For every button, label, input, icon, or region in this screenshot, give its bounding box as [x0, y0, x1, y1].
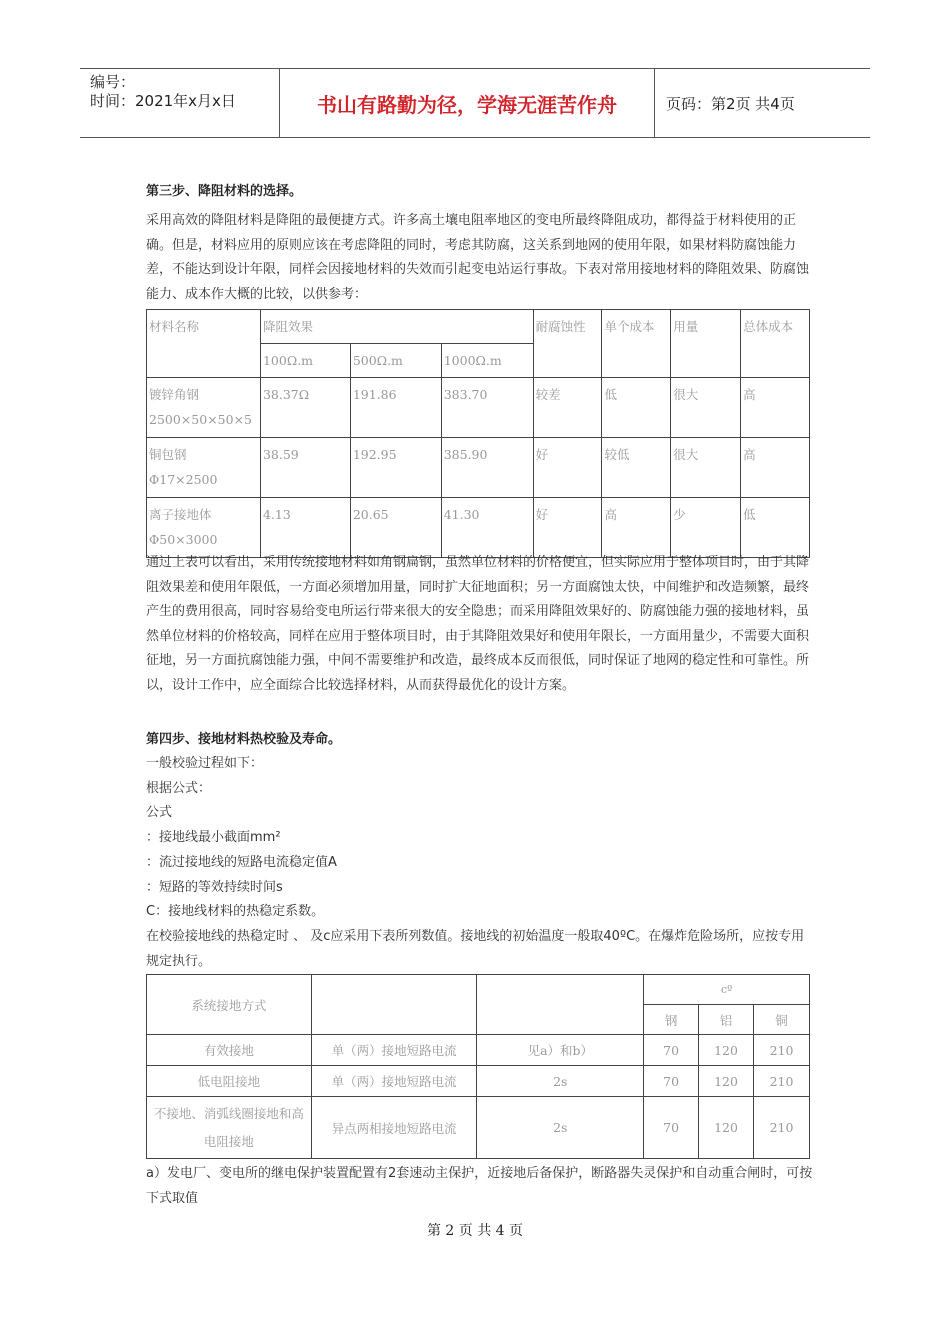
line: 根据公式： — [146, 780, 212, 796]
section3-title: 第三步、降阻材料的选择。 — [146, 184, 303, 199]
time-label: 时间：2021年x月x日 — [90, 92, 236, 110]
th-name: 材料名称 — [147, 310, 261, 378]
th-unitcost: 单个成本 — [602, 310, 671, 378]
th-totalcost: 总体成本 — [741, 310, 810, 378]
th-sub-1000: 1000Ω.m — [441, 344, 533, 378]
th-sub-100: 100Ω.m — [260, 344, 350, 378]
table-row: 低电阻接地 单（两）接地短路电流 2s 70 120 210 — [147, 1066, 810, 1097]
th-effect: 降阻效果 — [260, 310, 533, 344]
section4-body — [146, 752, 816, 974]
line: 一般校验过程如下： — [146, 756, 264, 771]
th-method: 系统接地方式 — [147, 975, 312, 1035]
section4-title: 第四步、接地材料热校验及寿命。 — [146, 732, 342, 747]
line: ：接地线最小截面mm² — [146, 830, 281, 846]
thermal-table — [146, 974, 810, 1159]
line: ：流过接地线的短路电流稳定值A — [146, 854, 337, 870]
table-row: 不接地、消弧线圈接地和高电阻接地 异点两相接地短路电流 2s 70 120 210 — [147, 1097, 810, 1159]
th-amount: 用量 — [671, 310, 741, 378]
materials-table — [146, 309, 810, 558]
line: 在校验接地线的热稳定时 、 及c应采用下表所列数值。接地线的初始温度一般取40ºC。在爆炸危险场所，应按专用规定执行。 — [146, 928, 805, 969]
line: C：接地线材料的热稳定系数。 — [146, 904, 325, 920]
section3-conclusion: 通过上表可以看出，采用传统接地材料如角钢扁钢，虽然单位材料的价格便宜，但实际应用于整体项目时，由于其降阻效果差和使用年限低，一方面必须增加用量，同时扩大征地面积；另一方面腐蚀太快，中间维护和改造频繁，最终产生的费用很高，同时容易给变电所运行带来很大的安全隐患；而采用降阻效果好的、防腐蚀能力强的接地材料，虽然单位材料的价格较高，同样在应用于整体项目时，由于其降阻效果好和使用年限长，一方面用量少，不需要大面积征地，另一方面抗腐蚀能力强，中间不需要维护和改造，最终成本反而很低，同时保证了地网的稳定性和可靠性。所以，设计工作中，应全面综合比较选择材料，从而获得最优化的设计方案。 — [146, 555, 810, 693]
line: ：短路的等效持续时间s — [146, 879, 283, 895]
th-c: cº — [644, 975, 810, 1005]
th-corrosion: 耐腐蚀性 — [533, 310, 602, 378]
section4-note: a）发电厂、变电所的继电保护装置配置有2套速动主保护，近接地后备保护，断路器失灵保护和自动重合闸时，可按下式取值 — [146, 1166, 813, 1206]
header-meta — [80, 69, 280, 137]
number-label: 编号： — [90, 73, 136, 91]
section3-intro: 采用高效的降阻材料是降阻的最便捷方式。许多高土壤电阻率地区的变电所最终降阻成功，都得益于材料使用的正确。但是，材料应用的原则应该在考虑降阻的同时，考虑其防腐，这关系到地网的使用年限，如果材料防腐蚀能力差，不能达到设计年限，同样会因接地材料的失效而引起变电站运行事故。下表对常用接地材料的降阻效果、防腐蚀能力、成本作大概的比较，以供参考： — [146, 213, 810, 302]
table-row: 铜包钢 Φ17×2500 38.59 192.95 385.90 好 较低 很大 高 — [147, 438, 810, 498]
th-sub-500: 500Ω.m — [350, 344, 441, 378]
th-steel: 钢 — [644, 1005, 699, 1035]
table-row: 有效接地 单（两）接地短路电流 见a）和b） 70 120 210 — [147, 1035, 810, 1066]
header-motto: 书山有路勤为径，学海无涯苦作舟 — [280, 69, 655, 137]
table-row: 镀锌角钢 2500×50×50×5 38.37Ω 191.86 383.70 较差 低 很大 高 — [147, 378, 810, 438]
line: 公式 — [146, 805, 173, 821]
th-aluminum: 铝 — [699, 1005, 754, 1035]
page-header — [80, 68, 870, 138]
table-row: 离子接地体 Φ50×3000 4.13 20.65 41.30 好 高 少 低 — [147, 498, 810, 558]
th-copper: 铜 — [754, 1005, 810, 1035]
page-footer: 第 2 页 共 4 页 — [426, 1223, 524, 1239]
header-page-label: 页码：第2页 共4页 — [666, 94, 795, 113]
